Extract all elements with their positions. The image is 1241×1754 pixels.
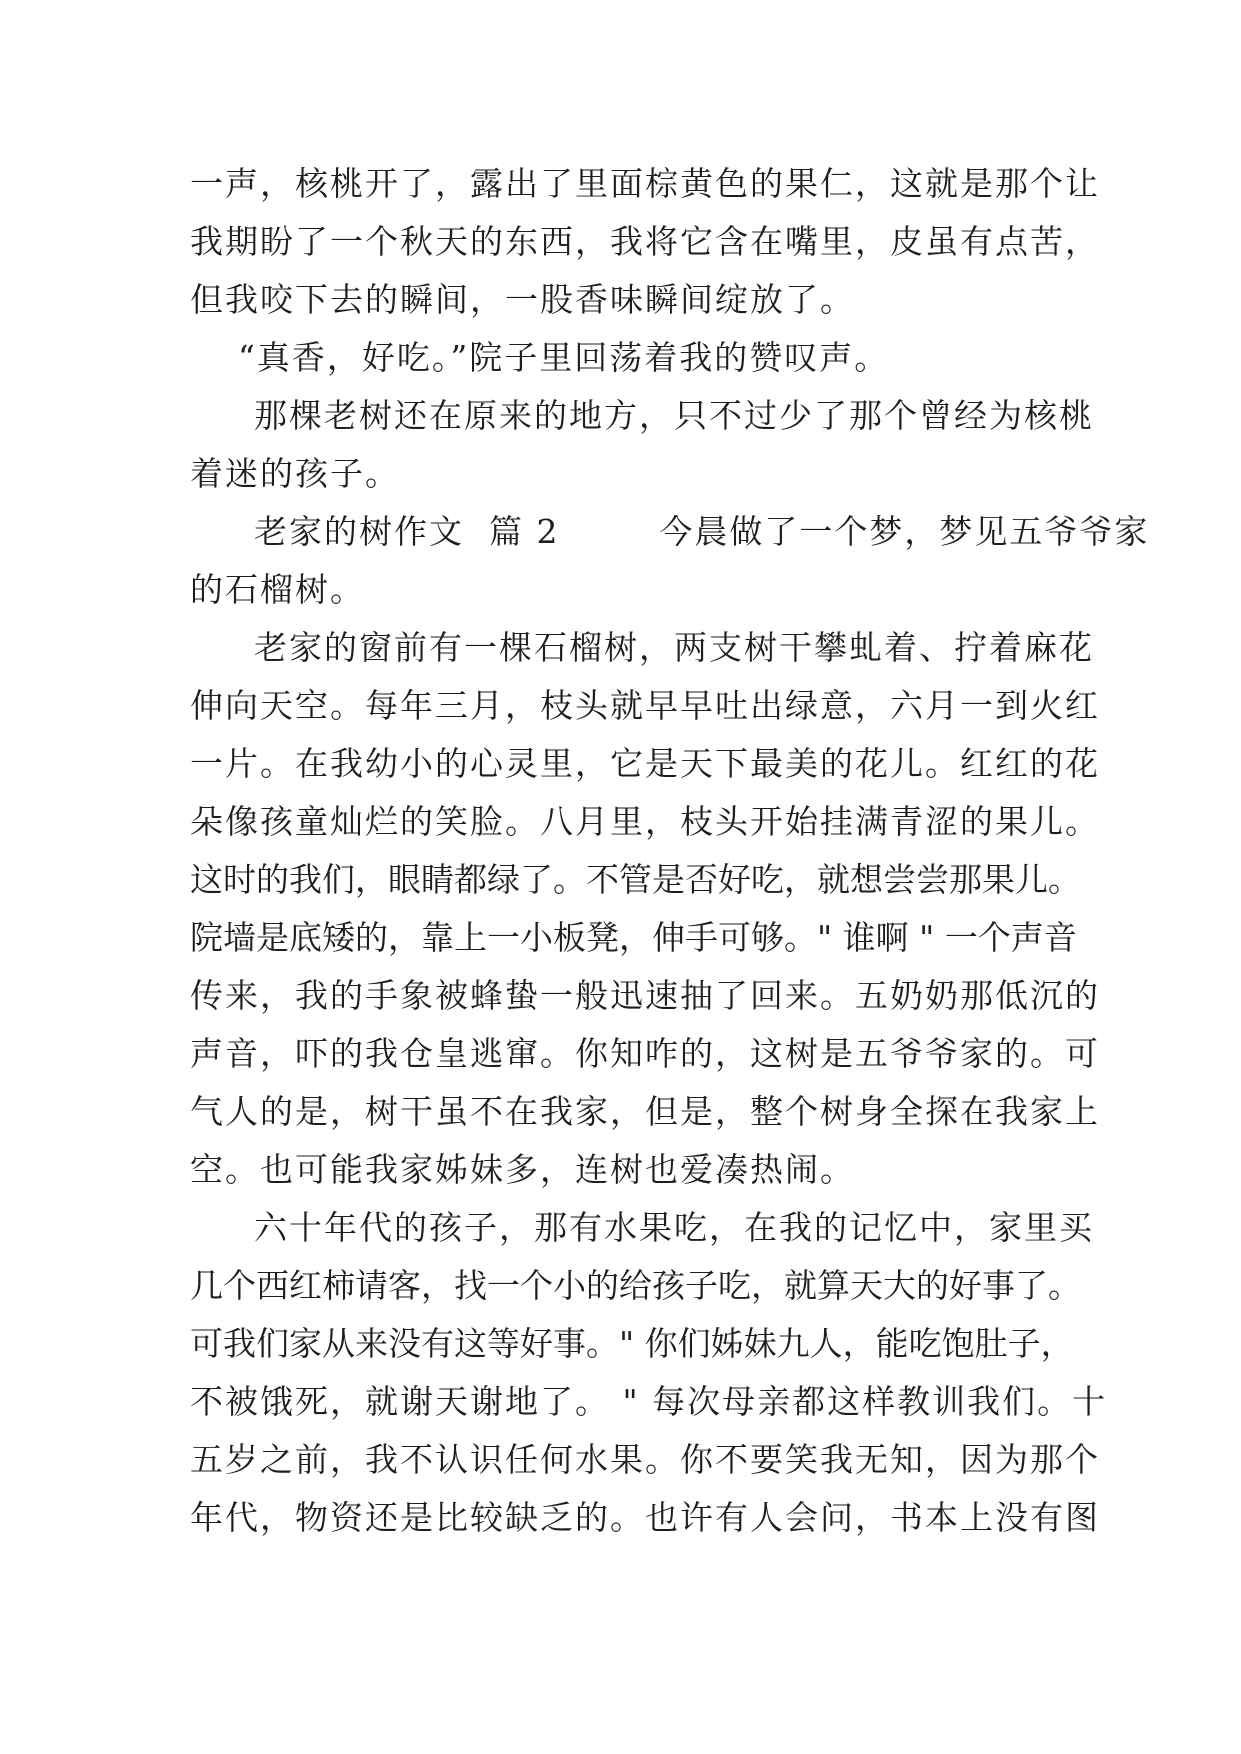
- text-line: “真香，好吃。”院子里回荡着我的赞叹声。: [238, 338, 890, 377]
- text-line: 这时的我们，眼睛都绿了。不管是否好吃，就想尝尝那果儿。: [190, 860, 1081, 899]
- text-line: 几个西红柿请客，找一个小的给孩子吃，就算天大的好事了。: [190, 1266, 1081, 1305]
- text-line: 可我们家从来没有这等好事。" 你们姊妹九人，能吃饱肚子，: [190, 1324, 1074, 1363]
- text-line: 声音，吓的我仓皇逃窜。你知咋的，这树是五爷爷家的。可: [190, 1034, 1100, 1073]
- text-line: 的石榴树。: [190, 570, 365, 609]
- text-line: 伸向天空。每年三月，枝头就早早吐出绿意，六月一到火红: [190, 686, 1100, 725]
- text-line: 老家的窗前有一棵石榴树，两支树干攀虬着、拧着麻花: [254, 628, 1094, 667]
- text-line: 空。也可能我家姊妹多，连树也爱凑热闹。: [190, 1150, 855, 1189]
- text-line: 着迷的孩子。: [190, 454, 400, 493]
- text-line: 院墙是底矮的，靠上一小板凳，伸手可够。" 谁啊 " 一个声音: [190, 918, 1077, 957]
- text-line: 我期盼了一个秋天的东西，我将它含在嘴里，皮虽有点苦，: [190, 222, 1100, 261]
- text-line: 六十年代的孩子，那有水果吃，在我的记忆中，家里买: [254, 1208, 1094, 1247]
- text-line: 那棵老树还在原来的地方，只不过少了那个曾经为核桃: [254, 396, 1094, 435]
- text-line: 年代，物资还是比较缺乏的。也许有人会问，书本上没有图: [190, 1498, 1100, 1537]
- text-line: 传来，我的手象被蜂蛰一般迅速抽了回来。五奶奶那低沉的: [190, 976, 1100, 1015]
- text-line: 不被饿死，就谢天谢地了。 " 每次母亲都这样教训我们。十: [190, 1382, 1108, 1421]
- document-body: [190, 155, 1150, 1547]
- text-line: 一声，核桃开了，露出了里面棕黄色的果仁，这就是那个让: [190, 164, 1100, 203]
- text-line: 但我咬下去的瞬间，一股香味瞬间绽放了。: [190, 280, 855, 319]
- text-line: 朵像孩童灿烂的笑脸。八月里，枝头开始挂满青涩的果儿。: [190, 802, 1100, 841]
- text-line: 五岁之前，我不认识任何水果。你不要笑我无知，因为那个: [190, 1440, 1100, 1479]
- text-line: 气人的是，树干虽不在我家，但是，整个树身全探在我家上: [190, 1092, 1100, 1131]
- text-line: 一片。在我幼小的心灵里，它是天下最美的花儿。红红的花: [190, 744, 1100, 783]
- section-heading-line: 老家的树作文 篇 2 今晨做了一个梦，梦见五爷爷家: [254, 512, 1150, 551]
